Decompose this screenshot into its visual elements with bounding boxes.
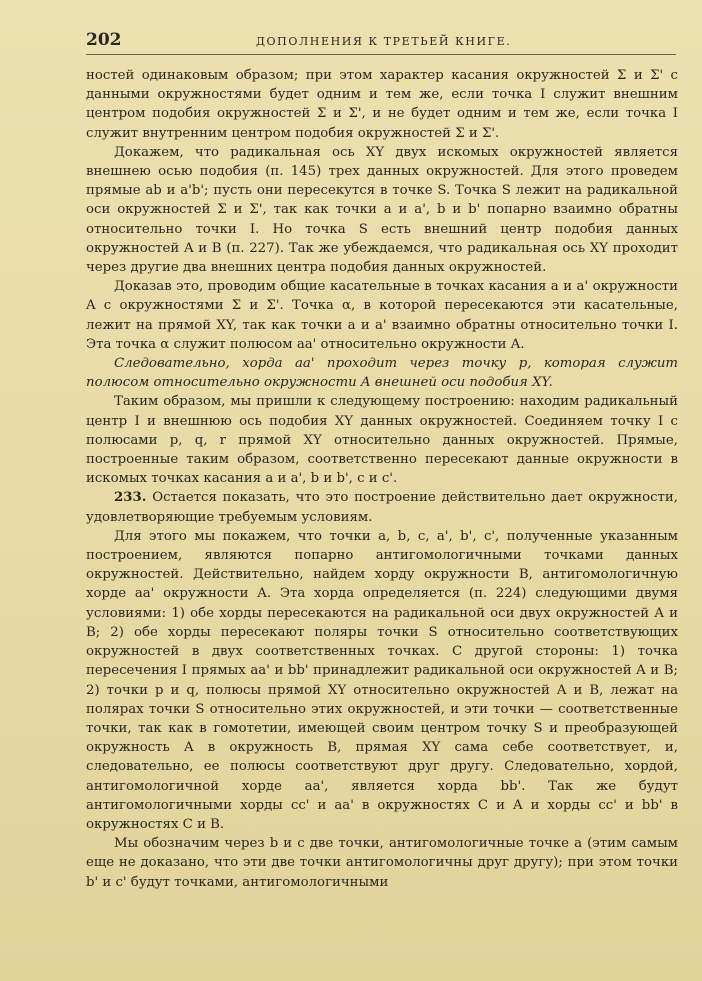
paragraph: Докажем, что радикальная ось XY двух искомых окружностей является внешнею осью подобия (п. 145) трех данных окружностей. Для этого проведем прямые ab и a'b'; пусть они пересекутся в точке S. Точка S лежит на радикальной оси окружностей Σ и Σ', так как точки a и a', b и b' попарно взаимно обратны относительно точки I. Но точка S есть внешний центр подобия данных окружностей A и B (п. 227). Так же убеждаемся, что радикальная ось XY проходит через другие два внешних центра подобия данных окружностей. xyxy=(86,144,678,276)
paragraph-emphasis: Следовательно, хорда aa' проходит через точку p, которая служит полюсом относительно окружности A внешней оси подобия XY. xyxy=(86,356,678,391)
page-body xyxy=(86,66,678,892)
paragraph: Доказав это, проводим общие касательные в точках касания a и a' окружности A с окружностями Σ и Σ'. Точка α, в которой пересекаются эти касательные, лежит на прямой XY, так как точки a и a' взаимно обратны относительно точки I. Эта точка α служит полюсом aa' относительно окружности A. xyxy=(86,279,678,352)
paragraph: ностей одинаковым образом; при этом характер касания окружностей Σ и Σ' с данными окружностями будет одним и тем же, если точка I служит внешним центром подобия окружностей Σ и Σ', и не будет одним и тем же, если точка I служит внутренним центром подобия окружностей Σ и Σ'. xyxy=(86,68,678,141)
paragraph: Таким образом, мы пришли к следующему построению: находим радикальный центр I и внешнюю ось подобия XY данных окружностей. Соединяем точку I с полюсами p, q, r прямой XY относительно данных окружностей. Прямые, построенные таким образом, соответственно пересекают данные окружности в искомых точках касания a и a', b и b', c и c'. xyxy=(86,394,678,487)
paragraph: Мы обозначим через b и c две точки, антигомологичные точке a (этим самым еще не доказано, что эти две точки антигомологичны друг другу); при этом точки b' и c' будут точками, антигомологичными xyxy=(86,836,678,890)
section-number: 233. xyxy=(114,490,147,506)
page-number: 202 xyxy=(86,30,122,50)
section-paragraph xyxy=(86,488,678,526)
running-title: ДОПОЛНЕНИЯ К ТРЕТЬЕЙ КНИГЕ. xyxy=(256,35,512,48)
paragraph: Для этого мы покажем, что точки a, b, c, a', b', c', полученные указанным построением, являются попарно антигомологичными точками данных окружностей. Действительно, найдем хорду окружности B, антигомологичную хорде aa' окружности A. Эта хорда определяется (п. 224) следующими двумя условиями: 1) обе хорды пересекаются на радикальной оси двух окружностей A и B; 2) обе хорды пересекают поляры точки S относительно соответствующих окружностей в двух соответственных точках. С другой стороны: 1) точка пересечения I прямых aa' и bb' принадлежит радикальной оси окружностей A и B; 2) точки p и q, полюсы прямой XY относительно окружностей A и B, лежат на полярах точки S относительно этих окружностей, и эти точки — соответственные точки, так как в гомотетии, имеющей своим центром точку S и преобразующей окружность A в окружность B, прямая XY сама себе соответствует, и, следовательно, ее полюсы соответствуют друг другу. Следовательно, хордой, антигомологичной хорде aa', является хорда bb'. Так же будут антигомологичными хорды cc' и aa' в окружностях C и A и хорды cc' и bb' в окружностях C и B. xyxy=(86,528,678,832)
page-header xyxy=(86,30,676,55)
section-text: Остается показать, что это построение действительно дает окружности, удовлетворяющие требуемым условиям. xyxy=(86,490,678,525)
